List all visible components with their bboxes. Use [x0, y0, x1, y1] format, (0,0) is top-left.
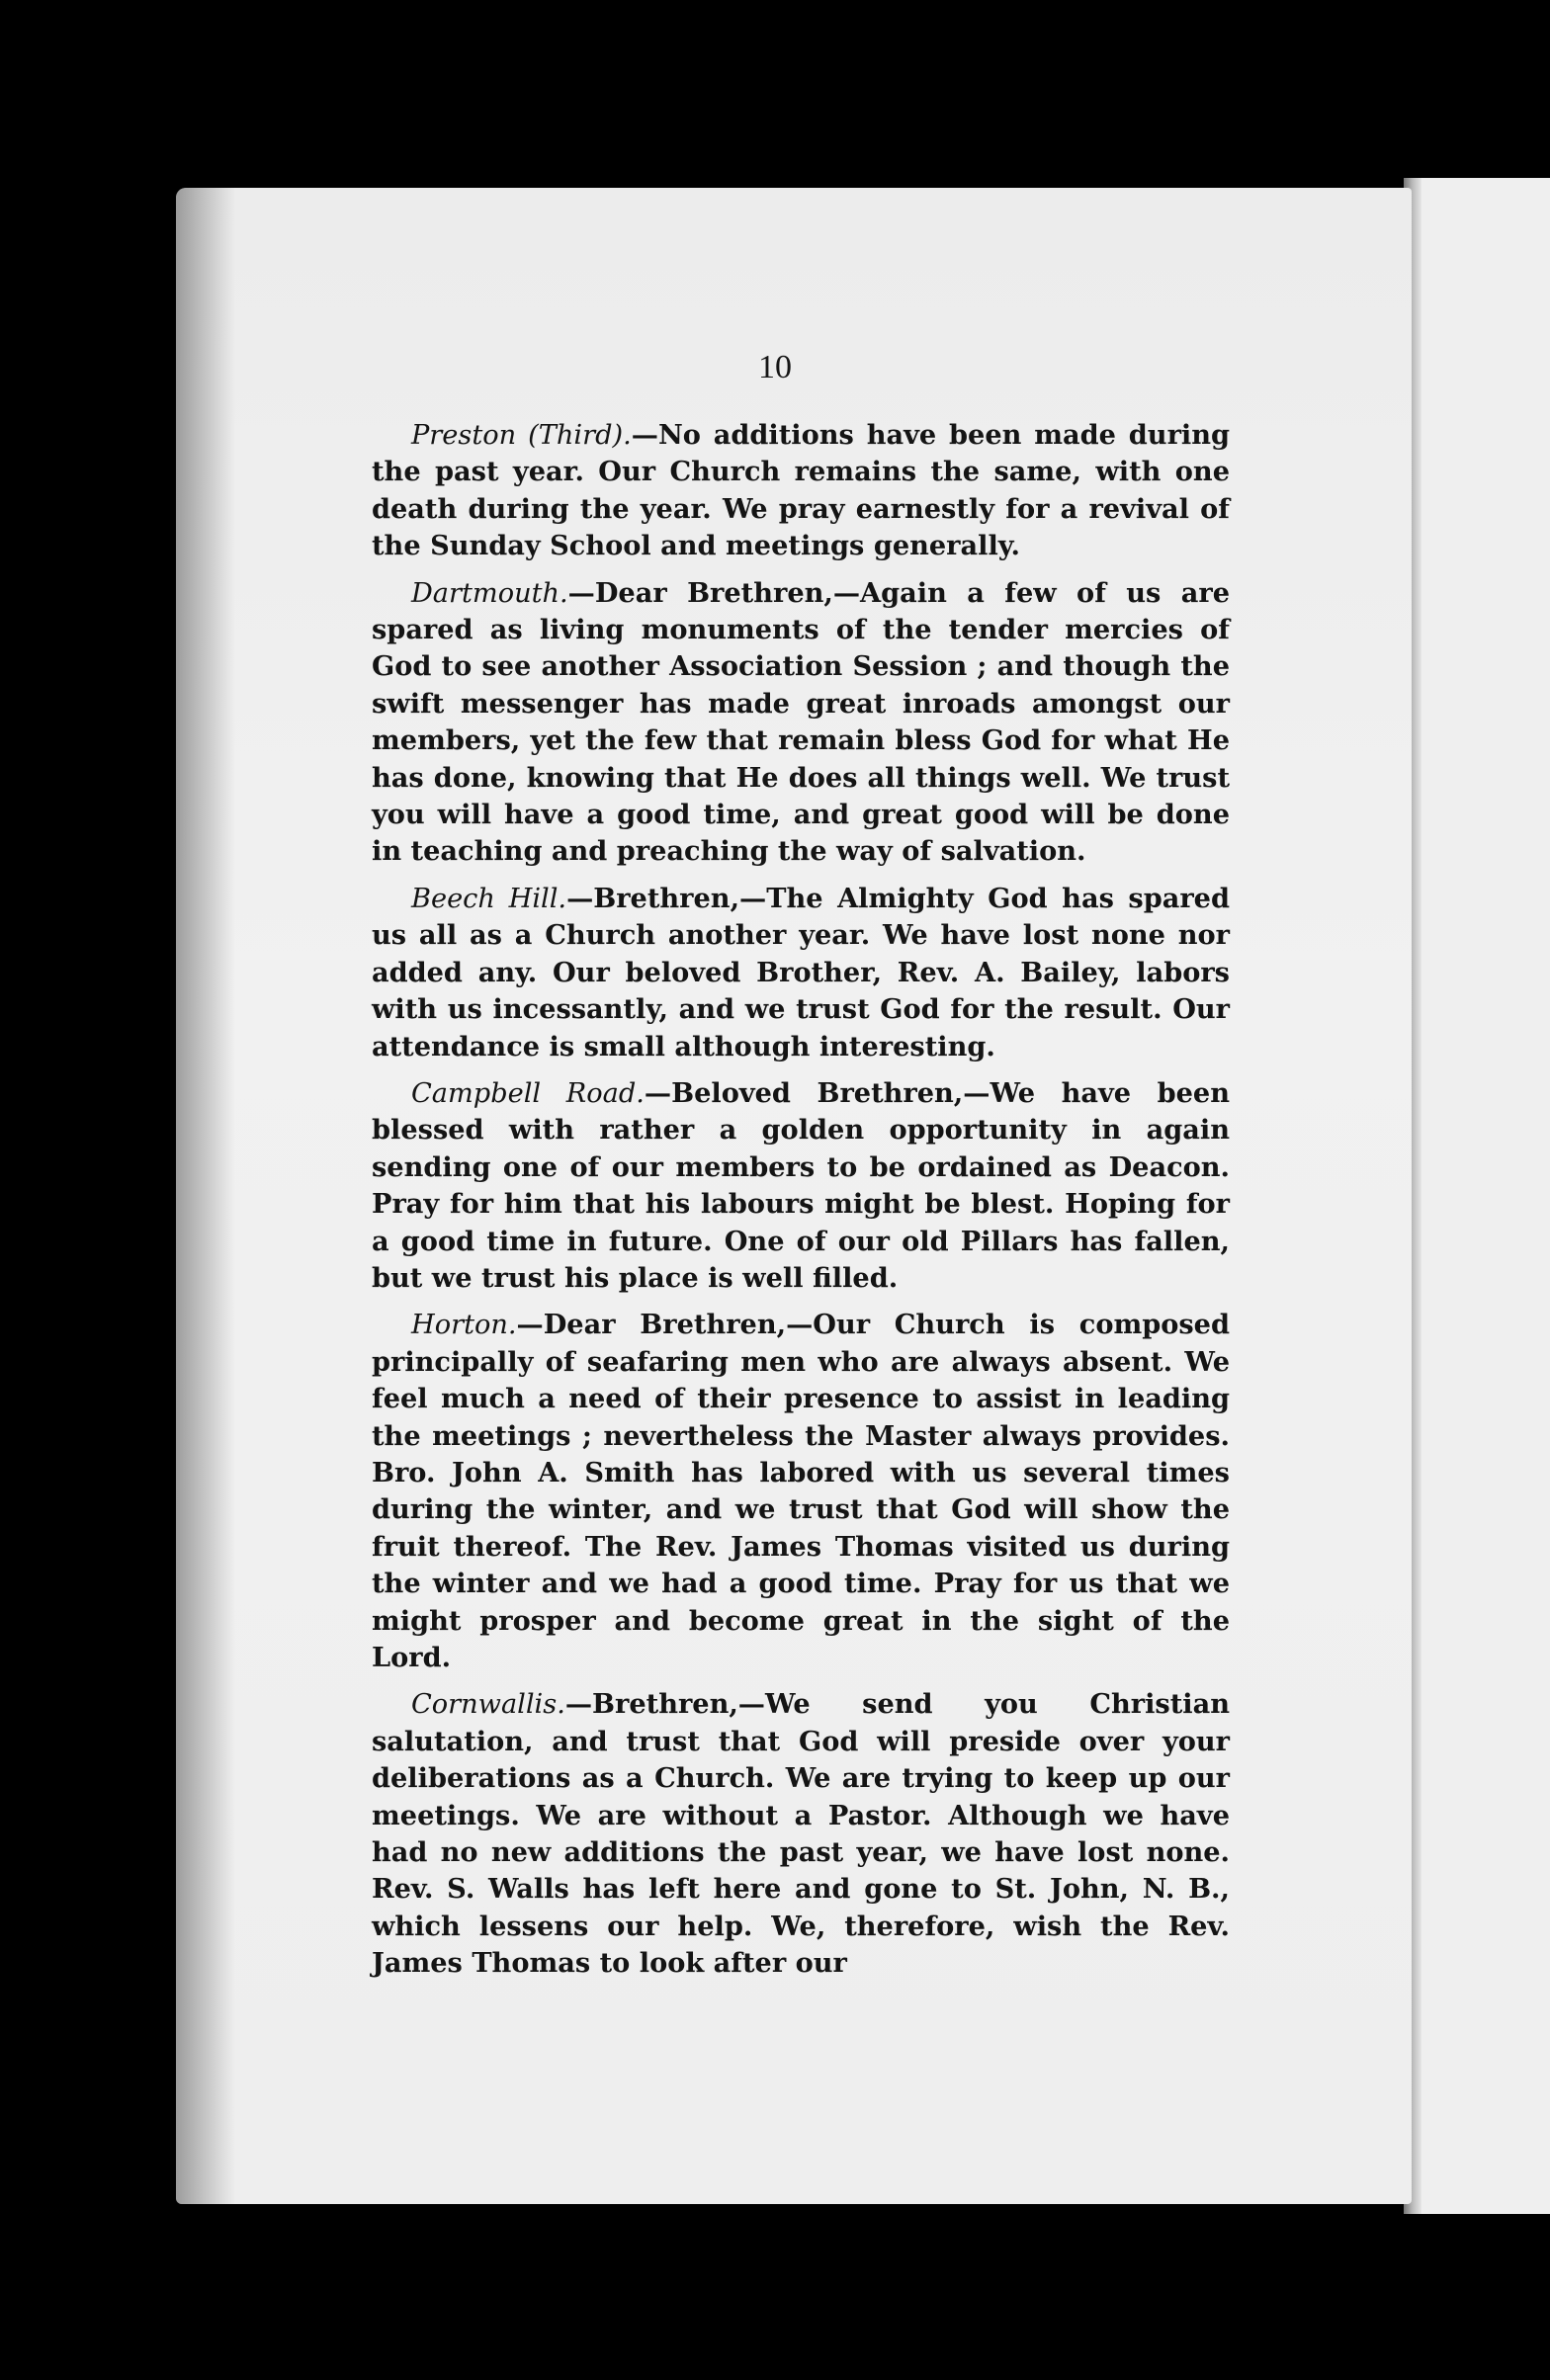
entry-place-name: Horton. — [411, 1310, 517, 1341]
entry-place-name: Cornwallis. — [411, 1689, 565, 1721]
entry-place-name: Preston (Third). — [411, 420, 632, 451]
entry-place-name: Dartmouth. — [411, 577, 568, 609]
entry-campbell-road — [372, 1075, 1230, 1297]
entry-place-name: Beech Hill. — [411, 883, 567, 914]
entry-body: —Brethren,—We send you Christian salutation, and trust that God will preside over your deliberations as a Church. We are trying to keep up our meetings. We are without a Pastor. Although we have had no new additions the past year, we have lost none. Rev. S. Walls has left here and gone to St. John, N. B., which lessens our help. We, therefore, wish the Rev. James Thomas to look after our — [372, 1688, 1230, 1980]
entry-body: —No additions have been made during the past year. Our Church remains the same, with one death during the year. We pray earnestly for a revival of the Sunday School and meetings generally. — [372, 419, 1230, 562]
entry-beech-hill — [372, 881, 1230, 1065]
entry-cornwallis — [372, 1686, 1230, 1982]
page-edge-shadow — [176, 188, 235, 2204]
entry-body: —Brethren,—The Almighty God has spared us all as a Church another year. We have lost none nor added any. Our beloved Brother, Rev. A. Bailey, labors with us incessantly, and we trust God for the result. Our attendance is small although interesting. — [372, 882, 1230, 1062]
facing-page-edge — [1412, 178, 1550, 2214]
page-body — [372, 417, 1230, 1993]
entry-place-name: Campbell Road. — [411, 1077, 645, 1109]
entry-body: —Dear Brethren,—Again a few of us are spared as living monuments of the tender mercies of God to see another Association Session ; and though the swift messenger has made great inroads amongst our members, yet the few that remain bless God for what He has done, knowing that He does all things well. We trust you will have a good time, and great good will be done in teaching and preaching the way of salvation. — [372, 576, 1230, 868]
entry-horton — [372, 1307, 1230, 1676]
page-number: 10 — [758, 349, 792, 385]
entry-preston-third — [372, 417, 1230, 565]
entry-body: —Beloved Brethren,—We have been blessed with rather a golden opportunity in again sending one of our members to be ordained as Deacon. Pray for him that his labours might be blest. Hoping for a good time in future. One of our old Pillars has fallen, but we trust his place is well filled. — [372, 1076, 1230, 1294]
entry-body: —Dear Brethren,—Our Church is composed principally of seafaring men who are always absent. We feel much a need of their presence to assist in leading the meetings ; nevertheless the Master always provides. Bro. John A. Smith has labored with us several times during the winter, and we trust that God will show the fruit thereof. The Rev. James Thomas visited us during the winter and we had a good time. Pray for us that we might prosper and become great in the sight of the Lord. — [372, 1309, 1230, 1673]
entry-dartmouth — [372, 575, 1230, 871]
